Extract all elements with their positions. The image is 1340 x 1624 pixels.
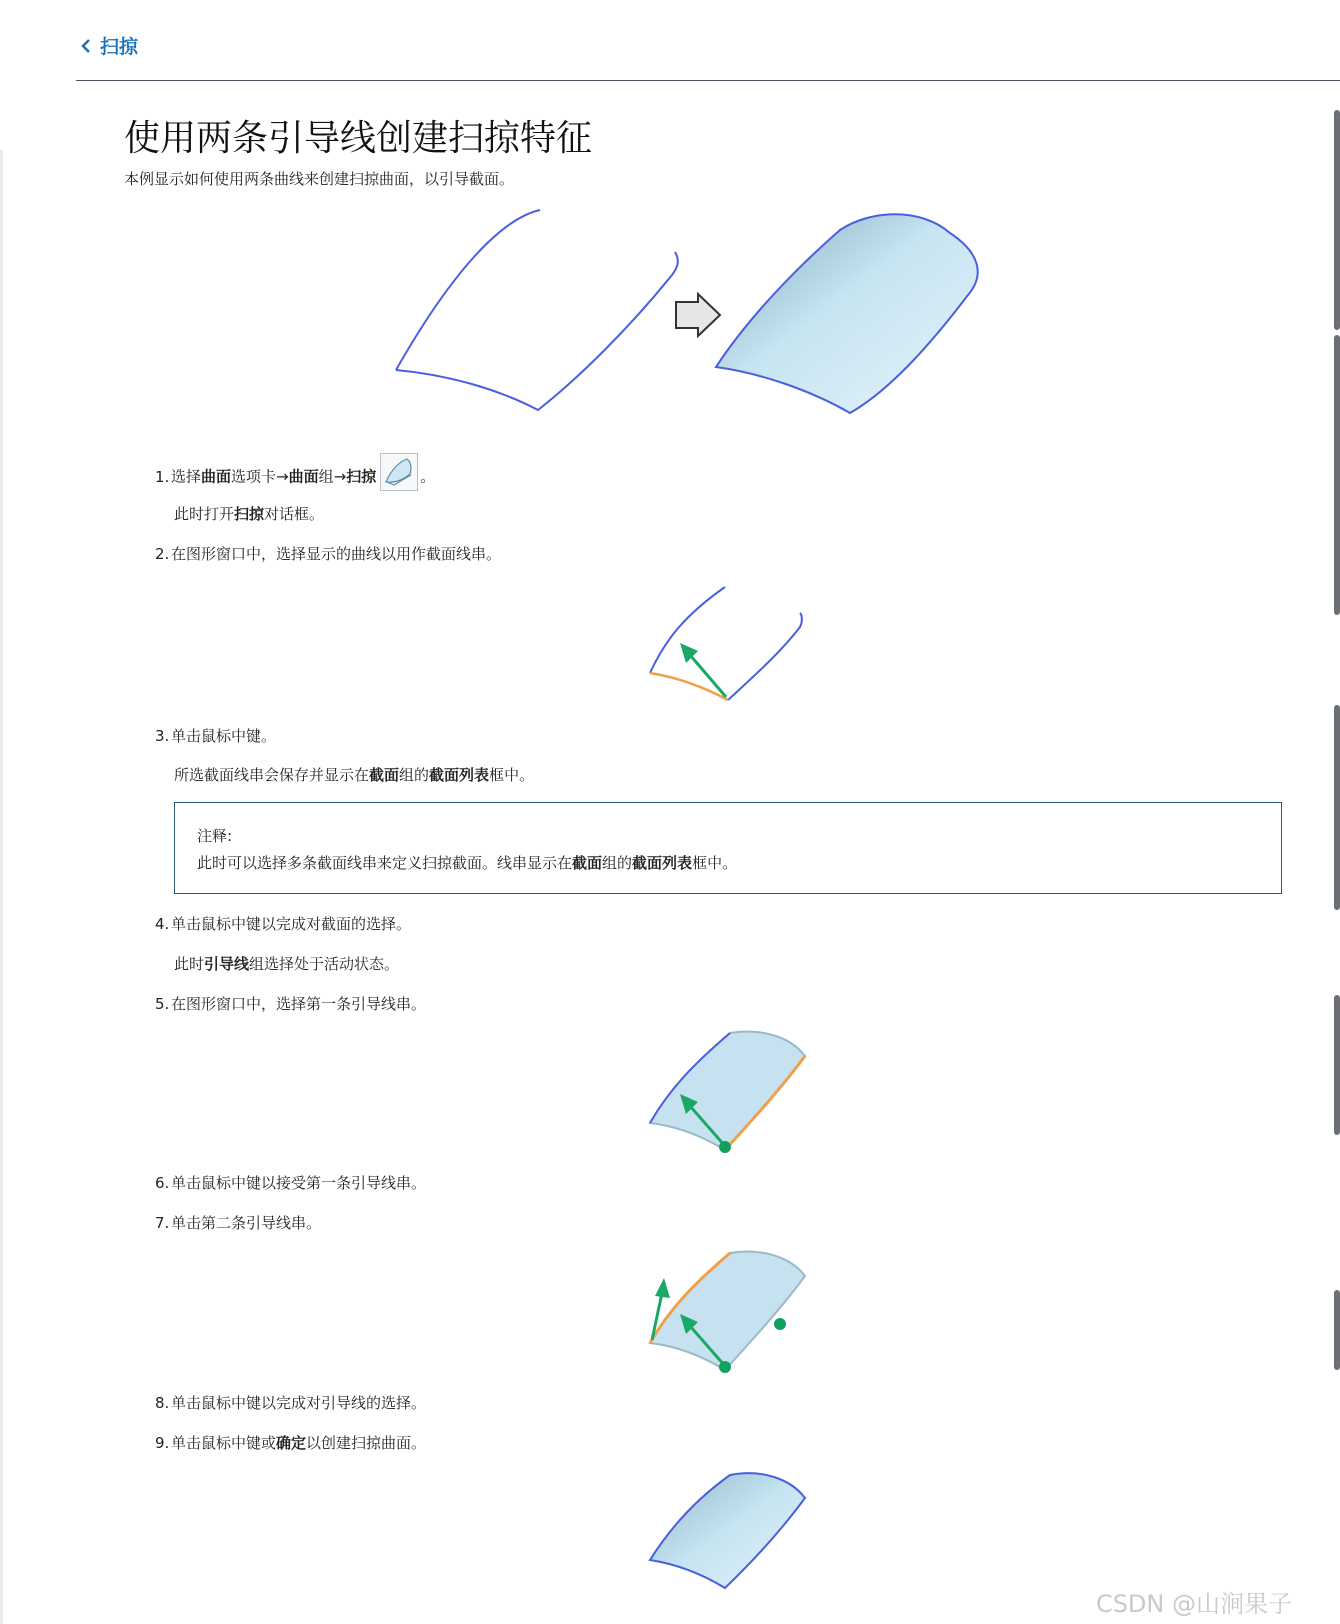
scrollbar-thumb[interactable]: [1334, 110, 1340, 330]
step-3: 3. 单击鼠标中键。: [155, 727, 277, 745]
left-edge: [0, 150, 3, 1624]
back-link[interactable]: [80, 32, 138, 59]
scrollbar-segment: [1334, 1290, 1340, 1370]
page-title: 使用两条引导线创建扫掠特征: [124, 118, 593, 159]
scrollbar-segment: [1334, 995, 1340, 1135]
note-label: 注释:: [197, 827, 233, 845]
sweep-icon: [380, 453, 418, 491]
section-curve-a: [396, 210, 540, 370]
intro-text: 本例显示如何使用两条曲线来创建扫掠曲面，以引导截面。: [124, 170, 515, 188]
sweep-surface: [716, 214, 978, 413]
step-1-note: 此时打开扫掠对话框。: [174, 505, 325, 523]
scrollbar-segment: [1334, 335, 1340, 615]
watermark: CSDN @山涧果子: [1095, 1590, 1292, 1618]
note-text: 此时可以选择多条截面线串来定义扫掠截面。线串显示在截面组的截面列表框中。: [197, 854, 738, 872]
step-6: 6. 单击鼠标中键以接受第一条引导线串。: [155, 1174, 427, 1192]
breadcrumb-bar: [76, 28, 1340, 81]
back-link-label: 扫掠: [100, 36, 139, 58]
step-2: 2. 在图形窗口中，选择显示的曲线以用作截面线串。: [155, 545, 502, 563]
step-4-note: 此时引导线组选择处于活动状态。: [174, 955, 400, 973]
tab-surface: 曲面: [201, 467, 232, 486]
section-curve-b: [396, 252, 678, 410]
scrollbar-segment: [1334, 705, 1340, 910]
group-surface: 曲面: [288, 467, 319, 486]
figure-guide-one: [640, 1028, 820, 1158]
step-1: 1. 选择曲面选项卡→曲面组→扫掠 。: [155, 463, 435, 491]
step-8: 8. 单击鼠标中键以完成对引导线的选择。: [155, 1394, 427, 1412]
chevron-left-icon: [80, 39, 92, 53]
step-3-note: 所选截面线串会保存并显示在截面组的截面列表框中。: [174, 766, 535, 784]
right-arrow-icon: [676, 294, 720, 336]
ok-label: 确定: [276, 1434, 307, 1452]
figure-result-surface: [640, 1470, 820, 1595]
step-4: 4. 单击鼠标中键以完成对截面的选择。: [155, 915, 412, 933]
step-7: 7. 单击第二条引导线串。: [155, 1214, 322, 1232]
hero-figure: [390, 205, 1010, 427]
command-sweep: 扫掠: [346, 467, 377, 486]
step-5: 5. 在图形窗口中，选择第一条引导线串。: [155, 995, 427, 1013]
figure-section-select: [640, 585, 815, 705]
note-box: [174, 802, 1282, 894]
figure-guide-two: [640, 1248, 820, 1378]
step-9: 9. 单击鼠标中键或确定以创建扫掠曲面。: [155, 1434, 427, 1452]
